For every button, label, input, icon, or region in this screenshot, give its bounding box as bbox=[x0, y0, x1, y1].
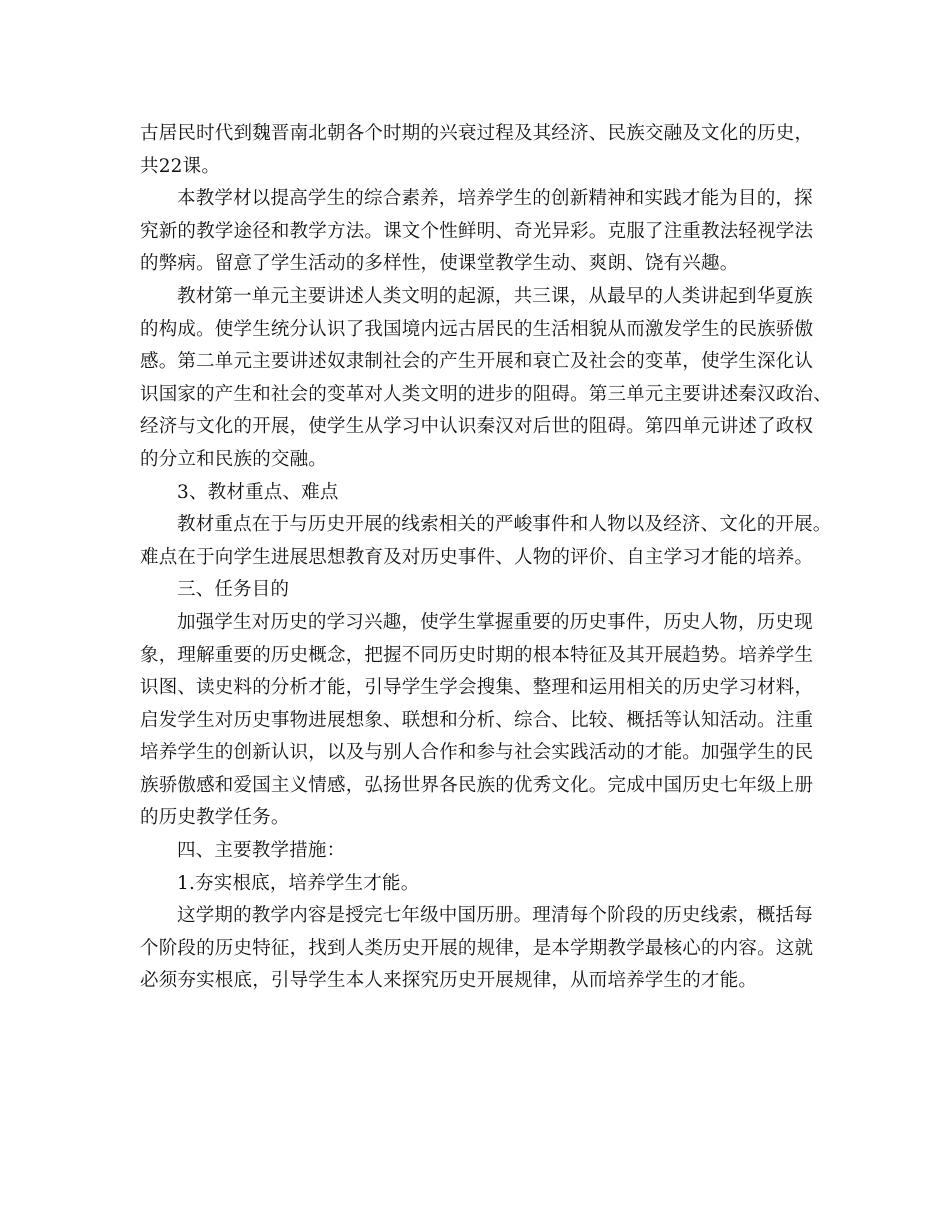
text-line: 象，理解重要的历史概念，把握不同历史时期的根本特征及其开展趋势。培养学生 bbox=[140, 644, 814, 666]
text-line: 这学期的教学内容是授完七年级中国历册。理清每个阶段的历史线索，概括每 bbox=[177, 905, 813, 927]
text-line: 共22课。 bbox=[140, 155, 221, 177]
text-line: 三、任务目的 bbox=[177, 579, 290, 601]
text-line: 的分立和民族的交融。 bbox=[140, 448, 328, 470]
text-line: 识图、读史料的分析才能，引导学生学会搜集、整理和运用相关的历史学习材料， bbox=[140, 677, 814, 699]
document-body bbox=[140, 118, 832, 998]
text-line: 难点在于向学生进展思想教育及对历史事件、人物的评价、自主学习才能的培养。 bbox=[140, 546, 814, 568]
text-line: 感。第二单元主要讲述奴隶制社会的产生开展和衰亡及社会的变革，使学生深化认 bbox=[140, 351, 814, 373]
text-line: 四、主要教学措施： bbox=[177, 840, 346, 862]
text-line: 启发学生对历史事物进展想象、联想和分析、综合、比较、概括等认知活动。注重 bbox=[140, 709, 814, 731]
text-line: 族骄傲感和爱国主义情感，弘扬世界各民族的优秀文化。完成中国历史七年级上册 bbox=[140, 774, 814, 796]
text-line: 的构成。使学生统分认识了我国境内远古居民的生活相貌从而激发学生的民族骄傲 bbox=[140, 318, 814, 340]
text-line: 加强学生对历史的学习兴趣，使学生掌握重要的历史事件，历史人物，历史现 bbox=[177, 611, 813, 633]
text-line: 古居民时代到魏晋南北朝各个时期的兴衰过程及其经济、民族交融及文化的历史， bbox=[140, 123, 814, 144]
text-line: 本教学材以提高学生的综合素养，培养学生的创新精神和实践才能为目的，探 bbox=[177, 188, 813, 210]
text-line: 究新的教学途径和教学方法。课文个性鲜明、奇光异彩。克服了注重教法轻视学法 bbox=[140, 220, 814, 242]
text-line: 必须夯实根底，引导学生本人来探究历史开展规律，从而培养学生的才能。 bbox=[140, 970, 758, 992]
text-line: 个阶段的历史特征，找到人类历史开展的规律，是本学期教学最核心的内容。这就 bbox=[140, 937, 814, 959]
text-line: 培养学生的创新认识，以及与别人合作和参与社会实践活动的才能。加强学生的民 bbox=[140, 742, 814, 764]
text-line: 经济与文化的开展，使学生从学习中认识秦汉对后世的阻碍。第四单元讲述了政权 bbox=[140, 416, 814, 438]
text-line: 的历史教学任务。 bbox=[140, 807, 290, 829]
text-line: 1.夯实根底，培养学生才能。 bbox=[177, 872, 420, 894]
text-line: 教材重点在于与历史开展的线索相关的严峻事件和人物以及经济、文化的开展。 bbox=[177, 514, 832, 536]
text-line: 识国家的产生和社会的变革对人类文明的进步的阻碍。第三单元主要讲述秦汉政治、 bbox=[140, 383, 832, 405]
text-line: 3、教材重点、难点 bbox=[177, 481, 339, 503]
text-line: 的弊病。留意了学生活动的多样性，使课堂教学生动、爽朗、饶有兴趣。 bbox=[140, 253, 739, 275]
text-line: 教材第一单元主要讲述人类文明的起源，共三课，从最早的人类讲起到华夏族 bbox=[177, 285, 813, 307]
